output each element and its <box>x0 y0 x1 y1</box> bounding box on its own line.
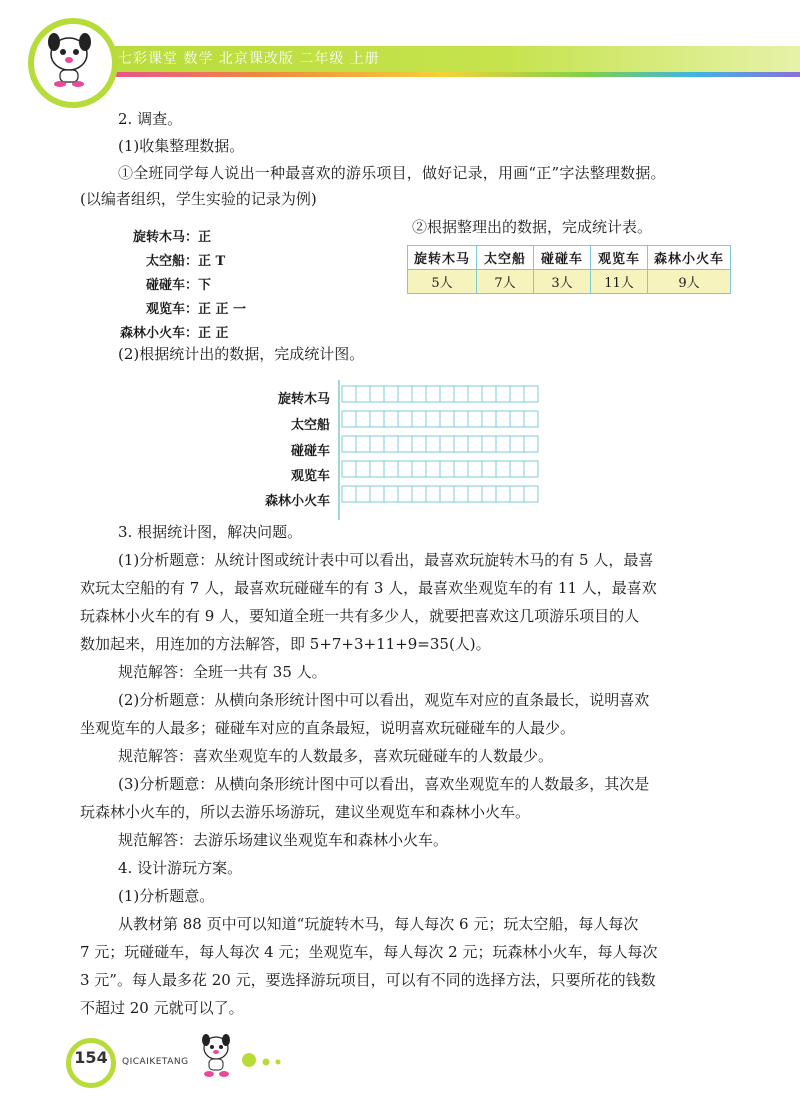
table-value-cell: 5人 <box>408 270 477 294</box>
chart-grid-cell <box>496 461 510 477</box>
chart-grid-cell <box>342 386 356 402</box>
section2-title: 2. 调查。 <box>118 110 183 128</box>
statistics-table <box>407 245 731 294</box>
table-value-cell: 11人 <box>591 270 648 294</box>
section4-p-line: 从教材第 88 页中可以知道“玩旋转木马，每人每次 6 元；玩太空船，每人每次 <box>118 915 639 933</box>
page-header <box>0 0 800 85</box>
chart-grid-cell <box>370 461 384 477</box>
chart-grid-cell <box>398 436 412 452</box>
chart-grid-cell <box>454 486 468 502</box>
section4-sub1: (1)分析题意。 <box>118 887 215 905</box>
chart-grid-cell <box>482 411 496 427</box>
chart-grid-cell <box>398 486 412 502</box>
section2-line1: ①全班同学每人说出一种最喜欢的游乐项目，做好记录，用画“正”字法整理数据。 <box>118 164 666 182</box>
table-header-cell: 观览车 <box>591 246 648 270</box>
table-value-cell: 9人 <box>648 270 731 294</box>
tally-row <box>100 274 211 293</box>
chart-grid-cell <box>454 436 468 452</box>
chart-grid-cell <box>384 411 398 427</box>
table-header-cell: 太空船 <box>477 246 534 270</box>
tally-marks: 正 T <box>198 254 226 269</box>
chart-grid-cell <box>426 486 440 502</box>
header-title: 七彩课堂 数学 北京课改版 二年级 上册 <box>118 51 380 67</box>
chart-grid-cell <box>454 386 468 402</box>
chart-grid-cell <box>426 461 440 477</box>
footer-brand: QICAIKETANG <box>122 1057 189 1067</box>
chart-grid-cell <box>426 436 440 452</box>
section3-answer3: 规范解答：去游乐场建议坐观览车和森林小火车。 <box>118 831 449 849</box>
chart-grid-cell <box>482 386 496 402</box>
chart-grid-cell <box>454 411 468 427</box>
chart-grid-cell <box>440 411 454 427</box>
chart-grid-cell <box>384 486 398 502</box>
tally-label: 旋转木马： <box>132 230 198 245</box>
chart-grid-cell <box>524 386 538 402</box>
chart-grid-cell <box>468 436 482 452</box>
chart-grid-cell <box>496 386 510 402</box>
tally-label: 观览车： <box>145 302 198 317</box>
chart-grid-cell <box>482 486 496 502</box>
chart-grid-cell <box>370 486 384 502</box>
tally-row <box>100 322 229 341</box>
chart-grid-cell <box>524 486 538 502</box>
chart-grid-cell <box>370 386 384 402</box>
table-header-cell: 碰碰车 <box>534 246 591 270</box>
tally-marks: 下 <box>198 278 212 293</box>
table-header-cell: 旋转木马 <box>408 246 477 270</box>
blank-bar-chart-grid <box>336 380 546 520</box>
table-value-row <box>408 270 731 294</box>
chart-grid-cell <box>356 461 370 477</box>
section4-p-line: 7 元；玩碰碰车，每人每次 4 元；坐观览车，每人每次 2 元；玩森林小火车，每人每次 <box>80 943 658 961</box>
chart-grid-cell <box>342 486 356 502</box>
section3-p3-line: (3)分析题意：从横向条形统计图中可以看出，喜欢坐观览车的人数最多，其次是 <box>118 775 650 793</box>
chart-grid-cell <box>356 411 370 427</box>
chart-grid-cell <box>468 461 482 477</box>
chart-row-label: 旋转木马 <box>277 392 330 407</box>
chart-grid-cell <box>524 461 538 477</box>
chart-row-label: 太空船 <box>290 418 330 433</box>
chart-grid-cell <box>356 486 370 502</box>
chart-grid-cell <box>496 411 510 427</box>
chart-grid-cell <box>356 386 370 402</box>
section2-sub1: (1)收集整理数据。 <box>118 137 245 155</box>
section2-line2: (以编者组织，学生实验的记录为例) <box>80 190 317 208</box>
mascot-icon <box>36 24 102 90</box>
chart-grid-cell <box>384 461 398 477</box>
chart-grid-cell <box>510 386 524 402</box>
tally-row <box>100 226 211 245</box>
chart-grid-cell <box>398 386 412 402</box>
chart-row-label: 观览车 <box>290 469 330 484</box>
chart-grid-cell <box>426 411 440 427</box>
section3-p3-line: 玩森林小火车的，所以去游乐场游玩，建议坐观览车和森林小火车。 <box>80 803 531 821</box>
chart-grid-cell <box>370 436 384 452</box>
chart-grid-cell <box>524 436 538 452</box>
chart-grid-cell <box>440 386 454 402</box>
section3-title: 3. 根据统计图，解决问题。 <box>118 523 303 541</box>
chart-row-label: 森林小火车 <box>264 494 330 509</box>
table-value-cell: 7人 <box>477 270 534 294</box>
tally-marks: 正 正 一 <box>198 302 247 317</box>
page-number: 154 <box>74 1048 108 1067</box>
tally-row <box>100 250 225 269</box>
tally-label: 森林小火车： <box>119 326 198 341</box>
chart-grid-cell <box>398 411 412 427</box>
chart-grid-cell <box>510 461 524 477</box>
chart-row-label: 碰碰车 <box>290 444 330 459</box>
chart-grid-cell <box>510 411 524 427</box>
chart-grid-cell <box>496 436 510 452</box>
tally-label: 太空船： <box>145 254 198 269</box>
section3-p2-line: (2)分析题意：从横向条形统计图中可以看出，观览车对应的直条最长，说明喜欢 <box>118 691 650 709</box>
chart-grid-cell <box>384 436 398 452</box>
table-caption: ②根据整理出的数据，完成统计表。 <box>412 218 653 236</box>
chart-grid-cell <box>510 436 524 452</box>
chart-grid-cell <box>412 436 426 452</box>
chart-grid-cell <box>412 386 426 402</box>
table-value-cell: 3人 <box>534 270 591 294</box>
chart-grid-cell <box>468 386 482 402</box>
section4-title: 4. 设计游玩方案。 <box>118 859 243 877</box>
section4-p-line: 3 元”。每人最多花 20 元，要选择游玩项目，可以有不同的选择方法，只要所花的钱数 <box>80 971 656 989</box>
chart-grid-cell <box>356 436 370 452</box>
section2-sub2: (2)根据统计出的数据，完成统计图。 <box>118 345 365 363</box>
chart-grid-cell <box>342 436 356 452</box>
footer-dots-icon <box>240 1050 290 1070</box>
chart-grid-cell <box>440 486 454 502</box>
tally-marks: 正 正 <box>198 326 229 341</box>
chart-grid-cell <box>468 411 482 427</box>
section3-p2-line: 坐观览车的人最多；碰碰车对应的直条最短，说明喜欢玩碰碰车的人最少。 <box>80 719 576 737</box>
table-header-cell: 森林小火车 <box>648 246 731 270</box>
chart-grid-cell <box>510 486 524 502</box>
chart-grid-cell <box>398 461 412 477</box>
tally-label: 碰碰车： <box>145 278 198 293</box>
chart-grid-cell <box>454 461 468 477</box>
chart-grid-cell <box>440 461 454 477</box>
chart-grid-cell <box>440 436 454 452</box>
section3-answer1: 规范解答：全班一共有 35 人。 <box>118 663 327 681</box>
chart-grid-cell <box>342 461 356 477</box>
chart-grid-cell <box>412 411 426 427</box>
section3-p1-line: (1)分析题意：从统计图或统计表中可以看出，最喜欢玩旋转木马的有 5 人，最喜 <box>118 551 654 569</box>
chart-grid-cell <box>370 411 384 427</box>
section3-answer2: 规范解答：喜欢坐观览车的人数最多，喜欢玩碰碰车的人数最少。 <box>118 747 554 765</box>
table-header-row <box>408 246 731 270</box>
chart-grid-cell <box>412 461 426 477</box>
section3-p1-line: 数加起来，用连加的方法解答，即 5+7+3+11+9=35(人)。 <box>80 635 491 653</box>
section4-p-line: 不超过 20 元就可以了。 <box>80 999 244 1017</box>
header-rainbow-stripe <box>90 72 800 77</box>
section3-p1-line: 玩森林小火车的有 9 人，要知道全班一共有多少人，就要把喜欢这几项游乐项目的人 <box>80 607 640 625</box>
footer-mascot-icon <box>196 1030 236 1082</box>
chart-grid-cell <box>412 486 426 502</box>
chart-grid-cell <box>384 386 398 402</box>
tally-marks: 正 <box>198 230 212 245</box>
chart-grid-cell <box>468 486 482 502</box>
chart-grid-cell <box>496 486 510 502</box>
chart-grid-cell <box>342 411 356 427</box>
chart-grid-cell <box>426 386 440 402</box>
chart-grid-cell <box>524 411 538 427</box>
chart-grid-cell <box>482 436 496 452</box>
section3-p1-line: 欢玩太空船的有 7 人，最喜欢玩碰碰车的有 3 人，最喜欢坐观览车的有 11 人，最喜欢 <box>80 579 657 597</box>
chart-grid-cell <box>482 461 496 477</box>
tally-row <box>100 298 246 317</box>
